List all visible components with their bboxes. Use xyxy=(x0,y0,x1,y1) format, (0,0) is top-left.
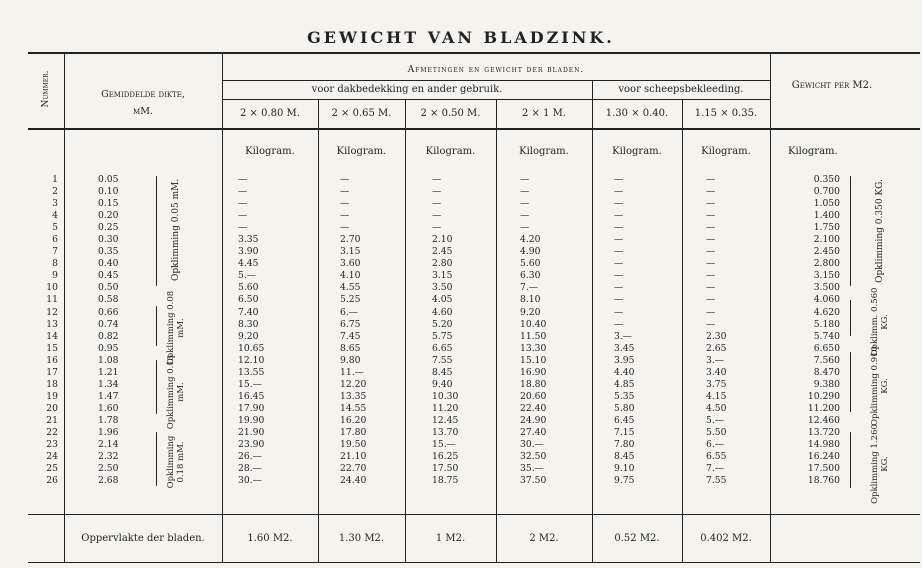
cell-c4-26: 37.50 xyxy=(520,475,547,487)
column-115x035 xyxy=(706,174,746,487)
cell-dikte-6: 0.30 xyxy=(98,234,119,246)
cell-c4-14: 11.50 xyxy=(520,330,547,342)
cell-c4-16: 15.10 xyxy=(520,354,547,366)
brace-gewicht-1 xyxy=(850,176,851,286)
column-nummer xyxy=(30,174,58,487)
cell-gewicht-25: 17.500 xyxy=(807,463,840,475)
cell-c4-19: 20.60 xyxy=(520,390,547,402)
cell-c1-22: 21.90 xyxy=(238,426,265,438)
cell-c3-11: 4.05 xyxy=(432,294,453,306)
cell-c6-24: 6.55 xyxy=(706,451,727,463)
cell-nummers-26: 26 xyxy=(46,475,58,487)
vrule-4 xyxy=(405,99,406,563)
cell-dikte-23: 2.14 xyxy=(98,439,119,451)
cell-c3-16: 7.55 xyxy=(432,354,453,366)
cell-dikte-4: 0.20 xyxy=(98,210,119,222)
rule-footer-top xyxy=(28,514,920,515)
cell-dikte-21: 1.78 xyxy=(98,414,119,426)
cell-c6-19: 4.15 xyxy=(706,390,727,402)
brace-dikte-3 xyxy=(156,360,157,414)
cell-c4-9: 6.30 xyxy=(520,270,541,282)
size-header-5: 1.30 × 0.40. xyxy=(605,108,669,119)
header-schip-group: voor scheepsbekleeding. xyxy=(618,84,744,95)
cell-c2-16: 9.80 xyxy=(340,354,361,366)
footer-value-6: 0.402 M2. xyxy=(700,533,752,544)
footer-label: Oppervlakte der bladen. xyxy=(81,533,205,544)
cell-c2-20: 14.55 xyxy=(340,402,367,414)
cell-dikte-1: 0.05 xyxy=(98,174,119,185)
cell-nummers-15: 15 xyxy=(46,342,58,354)
cell-c3-4: — xyxy=(432,210,442,222)
cell-c1-9: 5.— xyxy=(238,270,256,282)
cell-c5-14: 3.— xyxy=(614,330,632,342)
cell-c1-4: — xyxy=(238,210,248,222)
cell-nummers-9: 9 xyxy=(52,270,58,282)
opklimming-gewicht-4: Opklimming 1.260 KG. xyxy=(870,424,890,504)
cell-c1-15: 10.65 xyxy=(238,342,265,354)
brace-gewicht-4 xyxy=(850,432,851,488)
cell-nummers-14: 14 xyxy=(46,330,58,342)
cell-c4-2: — xyxy=(520,186,530,198)
cell-gewicht-24: 16.240 xyxy=(807,451,840,463)
header-gewicht: Gewicht per M2. xyxy=(791,80,873,91)
column-2x1 xyxy=(520,174,560,487)
cell-dikte-12: 0.66 xyxy=(98,306,119,318)
cell-c1-1: — xyxy=(238,174,248,185)
cell-dikte-8: 0.40 xyxy=(98,258,119,270)
cell-nummers-22: 22 xyxy=(46,426,58,438)
cell-c5-12: — xyxy=(614,306,624,318)
cell-gewicht-8: 2.800 xyxy=(813,258,840,270)
opklimming-dikte-3: Opklimming 0.13 mM. xyxy=(166,354,186,430)
brace-gewicht-3 xyxy=(850,352,851,412)
cell-c1-8: 4.45 xyxy=(238,258,259,270)
cell-nummers-23: 23 xyxy=(46,439,58,451)
cell-c6-14: 2.30 xyxy=(706,330,727,342)
cell-gewicht-12: 4.620 xyxy=(813,306,840,318)
cell-c3-9: 3.15 xyxy=(432,270,453,282)
cell-c3-20: 11.20 xyxy=(432,402,459,414)
cell-c4-25: 35.— xyxy=(520,463,544,475)
cell-c6-20: 4.50 xyxy=(706,402,727,414)
size-header-6: 1.15 × 0.35. xyxy=(694,108,758,119)
cell-c4-20: 22.40 xyxy=(520,402,547,414)
cell-gewicht-19: 10.290 xyxy=(807,390,840,402)
cell-c5-16: 3.95 xyxy=(614,354,635,366)
cell-gewicht-2: 0.700 xyxy=(813,186,840,198)
cell-dikte-15: 0.95 xyxy=(98,342,119,354)
cell-c6-5: — xyxy=(706,222,716,234)
cell-nummers-1: 1 xyxy=(52,174,58,185)
cell-c3-21: 12.45 xyxy=(432,414,459,426)
cell-c3-26: 18.75 xyxy=(432,475,459,487)
cell-c3-6: 2.10 xyxy=(432,234,453,246)
cell-gewicht-13: 5.180 xyxy=(813,318,840,330)
cell-dikte-19: 1.47 xyxy=(98,390,119,402)
cell-c3-22: 13.70 xyxy=(432,426,459,438)
cell-c1-18: 15.— xyxy=(238,378,262,390)
header-dak-group: voor dakbedekking en ander gebruik. xyxy=(311,84,503,95)
cell-c1-14: 9.20 xyxy=(238,330,259,342)
rule-afmetingen xyxy=(222,80,770,81)
brace-dikte-4 xyxy=(156,432,157,486)
cell-dikte-10: 0.50 xyxy=(98,282,119,294)
cell-c2-13: 6.75 xyxy=(340,318,361,330)
cell-nummers-3: 3 xyxy=(52,198,58,210)
cell-nummers-19: 19 xyxy=(46,390,58,402)
cell-c6-26: 7.55 xyxy=(706,475,727,487)
header-nummer: Nummer. xyxy=(41,70,51,108)
cell-c4-3: — xyxy=(520,198,530,210)
cell-c6-11: — xyxy=(706,294,716,306)
cell-c3-14: 5.75 xyxy=(432,330,453,342)
cell-c4-15: 13.30 xyxy=(520,342,547,354)
cell-c3-18: 9.40 xyxy=(432,378,453,390)
unit-label-3: Kilogram. xyxy=(425,146,476,157)
cell-nummers-8: 8 xyxy=(52,258,58,270)
cell-c5-4: — xyxy=(614,210,624,222)
cell-dikte-3: 0.15 xyxy=(98,198,119,210)
cell-gewicht-26: 18.760 xyxy=(807,475,840,487)
cell-gewicht-9: 3.150 xyxy=(813,270,840,282)
cell-c6-18: 3.75 xyxy=(706,378,727,390)
cell-c1-12: 7.40 xyxy=(238,306,259,318)
cell-c2-17: 11.— xyxy=(340,366,364,378)
cell-dikte-18: 1.34 xyxy=(98,378,119,390)
unit-label-1: Kilogram. xyxy=(245,146,295,157)
cell-nummers-11: 11 xyxy=(46,294,58,306)
footer-value-4: 2 M2. xyxy=(529,533,559,544)
column-gewicht xyxy=(796,174,840,487)
cell-c6-23: 6.— xyxy=(706,439,724,451)
cell-c6-3: — xyxy=(706,198,716,210)
cell-c2-22: 17.80 xyxy=(340,426,367,438)
cell-c5-25: 9.10 xyxy=(614,463,635,475)
cell-c3-7: 2.45 xyxy=(432,246,453,258)
column-2x080 xyxy=(238,174,278,487)
cell-c2-6: 2.70 xyxy=(340,234,361,246)
cell-gewicht-4: 1.400 xyxy=(813,210,840,222)
cell-dikte-17: 1.21 xyxy=(98,366,119,378)
cell-dikte-13: 0.74 xyxy=(98,318,119,330)
cell-nummers-12: 12 xyxy=(46,306,58,318)
vrule-5 xyxy=(496,99,497,563)
unit-label-6: Kilogram. xyxy=(701,146,751,157)
footer-value-5: 0.52 M2. xyxy=(614,533,660,544)
header-afmetingen: Afmetingen en gewicht der bladen. xyxy=(407,65,585,75)
cell-c4-21: 24.90 xyxy=(520,414,547,426)
column-dikte xyxy=(98,174,130,487)
opklimming-gewicht-1: Opklimming 0.350 KG. xyxy=(875,179,885,283)
cell-c5-1: — xyxy=(614,174,624,185)
cell-c1-17: 13.55 xyxy=(238,366,265,378)
cell-c2-4: — xyxy=(340,210,350,222)
cell-c4-5: — xyxy=(520,222,530,234)
brace-gewicht-2 xyxy=(850,300,851,336)
cell-c4-1: — xyxy=(520,174,530,185)
cell-nummers-5: 5 xyxy=(52,222,58,234)
cell-c5-3: — xyxy=(614,198,624,210)
cell-c2-12: 6.— xyxy=(340,306,358,318)
cell-nummers-16: 16 xyxy=(46,354,58,366)
cell-c5-26: 9.75 xyxy=(614,475,635,487)
cell-c1-3: — xyxy=(238,198,248,210)
cell-dikte-5: 0.25 xyxy=(98,222,119,234)
cell-dikte-9: 0.45 xyxy=(98,270,119,282)
vrule-7 xyxy=(682,99,683,563)
cell-c5-11: — xyxy=(614,294,624,306)
cell-gewicht-20: 11.200 xyxy=(807,402,840,414)
cell-nummers-21: 21 xyxy=(46,414,58,426)
cell-c2-3: — xyxy=(340,198,350,210)
cell-c1-5: — xyxy=(238,222,248,234)
cell-c1-19: 16.45 xyxy=(238,390,265,402)
cell-c5-21: 6.45 xyxy=(614,414,635,426)
rule-bottom xyxy=(28,562,920,563)
unit-label-5: Kilogram. xyxy=(612,146,662,157)
cell-c6-13: — xyxy=(706,318,716,330)
cell-c6-10: — xyxy=(706,282,716,294)
opklimming-gewicht-3: Opklimming 0.910 KG. xyxy=(870,346,890,426)
header-dikte: Gemiddelde dikte, mM. xyxy=(101,89,185,117)
cell-dikte-20: 1.60 xyxy=(98,402,119,414)
cell-c5-20: 5.80 xyxy=(614,402,635,414)
cell-dikte-2: 0.10 xyxy=(98,186,119,198)
cell-c5-24: 8.45 xyxy=(614,451,635,463)
cell-c2-9: 4.10 xyxy=(340,270,361,282)
cell-c5-2: — xyxy=(614,186,624,198)
cell-c2-26: 24.40 xyxy=(340,475,367,487)
cell-c5-8: — xyxy=(614,258,624,270)
cell-c2-8: 3.60 xyxy=(340,258,361,270)
cell-gewicht-18: 9.380 xyxy=(813,378,840,390)
cell-c4-8: 5.60 xyxy=(520,258,541,270)
cell-c4-23: 30.— xyxy=(520,439,544,451)
cell-gewicht-10: 3.500 xyxy=(813,282,840,294)
vrule-2 xyxy=(222,52,223,563)
cell-c3-10: 3.50 xyxy=(432,282,453,294)
cell-c5-23: 7.80 xyxy=(614,439,635,451)
cell-nummers-10: 10 xyxy=(46,282,58,294)
cell-c2-24: 21.10 xyxy=(340,451,367,463)
vrule-1 xyxy=(64,52,65,563)
cell-c3-24: 16.25 xyxy=(432,451,459,463)
cell-c1-20: 17.90 xyxy=(238,402,265,414)
cell-c6-9: — xyxy=(706,270,716,282)
cell-dikte-11: 0.58 xyxy=(98,294,119,306)
cell-gewicht-15: 6.650 xyxy=(813,342,840,354)
cell-c2-18: 12.20 xyxy=(340,378,367,390)
cell-c1-26: 30.— xyxy=(238,475,262,487)
cell-c4-10: 7.— xyxy=(520,282,538,294)
size-header-2: 2 × 0.65 M. xyxy=(331,108,392,119)
cell-c2-1: — xyxy=(340,174,350,185)
cell-c3-15: 6.65 xyxy=(432,342,453,354)
unit-label-2: Kilogram. xyxy=(336,146,387,157)
vrule-8 xyxy=(770,52,771,563)
cell-gewicht-5: 1.750 xyxy=(813,222,840,234)
cell-c2-2: — xyxy=(340,186,350,198)
cell-c6-16: 3.— xyxy=(706,354,724,366)
unit-label-gewicht: Kilogram. xyxy=(788,146,838,157)
cell-c4-24: 32.50 xyxy=(520,451,547,463)
cell-gewicht-7: 2.450 xyxy=(813,246,840,258)
unit-label-4: Kilogram. xyxy=(519,146,569,157)
cell-c4-22: 27.40 xyxy=(520,426,547,438)
footer-value-1: 1.60 M2. xyxy=(247,533,293,544)
cell-dikte-7: 0.35 xyxy=(98,246,119,258)
cell-c6-6: — xyxy=(706,234,716,246)
cell-c6-8: — xyxy=(706,258,716,270)
cell-c4-6: 4.20 xyxy=(520,234,541,246)
cell-gewicht-11: 4.060 xyxy=(813,294,840,306)
cell-c5-18: 4.85 xyxy=(614,378,635,390)
cell-dikte-24: 2.32 xyxy=(98,451,119,463)
cell-c6-7: — xyxy=(706,246,716,258)
cell-c5-6: — xyxy=(614,234,624,246)
cell-c1-7: 3.90 xyxy=(238,246,259,258)
cell-c3-23: 15.— xyxy=(432,439,456,451)
cell-nummers-4: 4 xyxy=(52,210,58,222)
cell-gewicht-14: 5.740 xyxy=(813,330,840,342)
cell-dikte-25: 2.50 xyxy=(98,463,119,475)
page-title: GEWICHT VAN BLADZINK. xyxy=(307,28,615,47)
cell-c4-18: 18.80 xyxy=(520,378,547,390)
column-2x050 xyxy=(432,174,472,487)
cell-c6-21: 5.— xyxy=(706,414,724,426)
brace-dikte-1 xyxy=(156,176,157,286)
cell-c6-1: — xyxy=(706,174,716,185)
size-header-1: 2 × 0.80 M. xyxy=(240,108,300,119)
cell-c6-17: 3.40 xyxy=(706,366,727,378)
size-header-3: 2 × 0.50 M. xyxy=(420,108,481,119)
cell-gewicht-3: 1.050 xyxy=(813,198,840,210)
cell-c4-4: — xyxy=(520,210,530,222)
cell-c3-5: — xyxy=(432,222,442,234)
cell-gewicht-23: 14.980 xyxy=(807,439,840,451)
cell-c5-17: 4.40 xyxy=(614,366,635,378)
cell-c6-4: — xyxy=(706,210,716,222)
cell-c6-22: 5.50 xyxy=(706,426,727,438)
cell-nummers-20: 20 xyxy=(46,402,58,414)
cell-dikte-22: 1.96 xyxy=(98,426,119,438)
cell-nummers-2: 2 xyxy=(52,186,58,198)
cell-c4-11: 8.10 xyxy=(520,294,541,306)
cell-c5-15: 3.45 xyxy=(614,342,635,354)
cell-c5-5: — xyxy=(614,222,624,234)
cell-nummers-6: 6 xyxy=(52,234,58,246)
cell-c2-25: 22.70 xyxy=(340,463,367,475)
cell-c5-19: 5.35 xyxy=(614,390,635,402)
cell-c1-13: 8.30 xyxy=(238,318,259,330)
cell-gewicht-1: 0.350 xyxy=(813,174,840,185)
cell-c5-22: 7.15 xyxy=(614,426,635,438)
cell-gewicht-21: 12.460 xyxy=(807,414,840,426)
cell-c4-12: 9.20 xyxy=(520,306,541,318)
cell-c3-13: 5.20 xyxy=(432,318,453,330)
cell-c2-21: 16.20 xyxy=(340,414,367,426)
footer-value-2: 1.30 M2. xyxy=(338,533,385,544)
cell-gewicht-22: 13.720 xyxy=(807,426,840,438)
cell-c5-7: — xyxy=(614,246,624,258)
cell-gewicht-6: 2.100 xyxy=(813,234,840,246)
cell-c3-25: 17.50 xyxy=(432,463,459,475)
cell-nummers-13: 13 xyxy=(46,318,58,330)
cell-c6-2: — xyxy=(706,186,716,198)
cell-dikte-26: 2.68 xyxy=(98,475,119,487)
cell-c2-7: 3.15 xyxy=(340,246,361,258)
cell-c2-10: 4.55 xyxy=(340,282,361,294)
cell-c1-25: 28.— xyxy=(238,463,262,475)
cell-nummers-24: 24 xyxy=(46,451,58,463)
column-2x065 xyxy=(340,174,380,487)
cell-c3-8: 2.80 xyxy=(432,258,453,270)
cell-c1-11: 6.50 xyxy=(238,294,259,306)
cell-dikte-16: 1.08 xyxy=(98,354,119,366)
cell-c5-13: — xyxy=(614,318,624,330)
opklimming-dikte-2: Opklimming 0.08 mM. xyxy=(166,290,186,366)
cell-nummers-7: 7 xyxy=(52,246,58,258)
cell-c2-5: — xyxy=(340,222,350,234)
vrule-3 xyxy=(318,99,319,563)
cell-c1-16: 12.10 xyxy=(238,354,265,366)
cell-c4-17: 16.90 xyxy=(520,366,547,378)
opklimming-dikte-1: Opklimming 0.05 mM. xyxy=(171,178,181,281)
cell-nummers-17: 17 xyxy=(46,366,58,378)
cell-gewicht-16: 7.560 xyxy=(813,354,840,366)
cell-c6-12: — xyxy=(706,306,716,318)
cell-c3-19: 10.30 xyxy=(432,390,459,402)
rule-top xyxy=(28,52,920,54)
opklimming-gewicht-2: Opklimm. 0.560 KG. xyxy=(870,287,890,357)
cell-c2-19: 13.35 xyxy=(340,390,367,402)
cell-dikte-14: 0.82 xyxy=(98,330,119,342)
cell-c2-23: 19.50 xyxy=(340,439,367,451)
cell-c4-7: 4.90 xyxy=(520,246,541,258)
cell-c1-21: 19.90 xyxy=(238,414,265,426)
cell-c1-10: 5.60 xyxy=(238,282,259,294)
cell-nummers-18: 18 xyxy=(46,378,58,390)
cell-c2-11: 5.25 xyxy=(340,294,361,306)
cell-c5-10: — xyxy=(614,282,624,294)
column-130x040 xyxy=(614,174,654,487)
cell-gewicht-17: 8.470 xyxy=(813,366,840,378)
cell-c3-2: — xyxy=(432,186,442,198)
brace-dikte-2 xyxy=(156,306,157,346)
cell-c1-24: 26.— xyxy=(238,451,262,463)
cell-c1-23: 23.90 xyxy=(238,439,265,451)
cell-c3-1: — xyxy=(432,174,442,185)
cell-c3-17: 8.45 xyxy=(432,366,453,378)
cell-nummers-25: 25 xyxy=(46,463,58,475)
cell-c5-9: — xyxy=(614,270,624,282)
cell-c1-6: 3.35 xyxy=(238,234,259,246)
cell-c4-13: 10.40 xyxy=(520,318,547,330)
cell-c6-15: 2.65 xyxy=(706,342,727,354)
cell-c2-14: 7.45 xyxy=(340,330,361,342)
cell-c3-12: 4.60 xyxy=(432,306,453,318)
footer-value-3: 1 M2. xyxy=(435,533,466,544)
cell-c3-3: — xyxy=(432,198,442,210)
cell-c6-25: 7.— xyxy=(706,463,724,475)
rule-header-bottom xyxy=(28,128,920,130)
size-header-4: 2 × 1 M. xyxy=(521,108,567,119)
opklimming-dikte-4: Opklimming 0.18 mM. xyxy=(166,435,186,489)
cell-c1-2: — xyxy=(238,186,248,198)
cell-c2-15: 8.65 xyxy=(340,342,361,354)
